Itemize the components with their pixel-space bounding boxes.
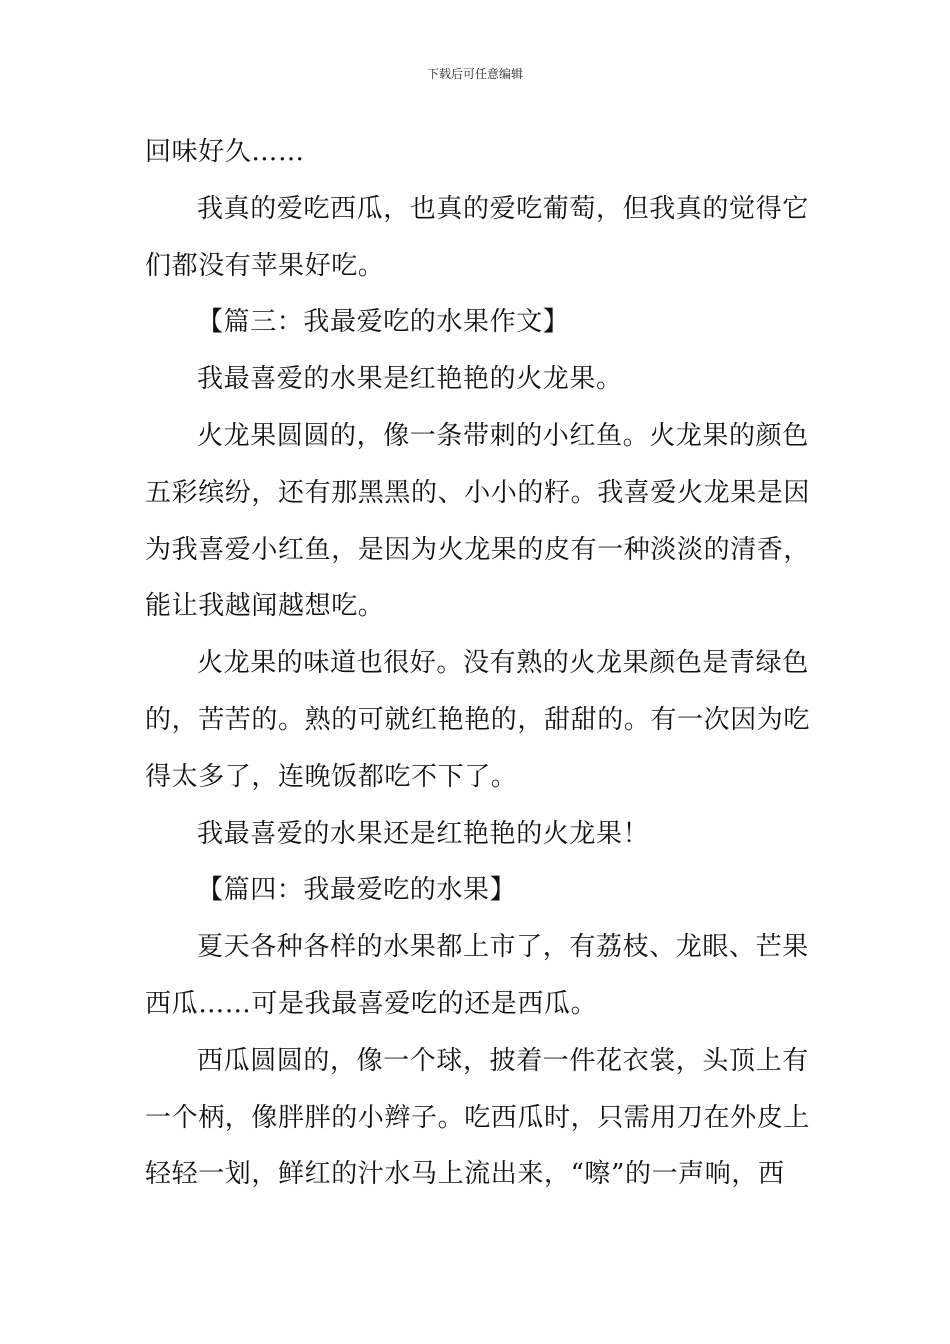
text-line: 一个柄，像胖胖的小辫子。吃西瓜时，只需用刀在外皮上 bbox=[145, 1102, 810, 1133]
text-line: 得太多了，连晚饭都吃不下了。 bbox=[145, 761, 518, 792]
text-line: 西瓜圆圆的，像一个球，披着一件花衣裳，头顶上有 bbox=[197, 1045, 809, 1076]
text-line: 的，苦苦的。熟的可就红艳艳的，甜甜的。有一次因为吃 bbox=[145, 704, 810, 735]
text-line: 们都没有苹果好吃。 bbox=[145, 250, 385, 281]
text-line: 回味好久…… bbox=[145, 137, 305, 167]
text-line: 能让我越闻越想吃。 bbox=[145, 591, 385, 622]
text-line: 夏天各种各样的水果都上市了，有荔枝、龙眼、芒果 bbox=[197, 932, 809, 963]
text-line: 西瓜……可是我最喜爱吃的还是西瓜。 bbox=[145, 988, 598, 1019]
text-line: 我真的爱吃西瓜，也真的爱吃葡萄，但我真的觉得它 bbox=[197, 193, 809, 224]
text-line: 我最喜爱的水果还是红艳艳的火龙果！ bbox=[197, 818, 650, 849]
text-line: 轻轻一划，鲜红的汁水马上流出来，“嚓”的一声响，西 bbox=[145, 1159, 785, 1190]
text-line: 五彩缤纷，还有那黑黑的、小小的籽。我喜爱火龙果是因 bbox=[145, 477, 810, 508]
text-line: 为我喜爱小红鱼，是因为火龙果的皮有一种淡淡的清香， bbox=[145, 534, 810, 565]
page-header: 下载后可任意编辑 bbox=[426, 67, 523, 81]
text-line: 我最喜爱的水果是红艳艳的火龙果。 bbox=[197, 364, 623, 395]
section-heading: 【篇四：我最爱吃的水果】 bbox=[197, 875, 517, 906]
document-body bbox=[145, 124, 810, 1203]
text-line: 火龙果的味道也很好。没有熟的火龙果颜色是青绿色 bbox=[197, 648, 809, 679]
section-heading: 【篇三：我最爱吃的水果作文】 bbox=[197, 307, 570, 338]
text-line: 火龙果圆圆的，像一条带刺的小红鱼。火龙果的颜色 bbox=[197, 420, 809, 451]
